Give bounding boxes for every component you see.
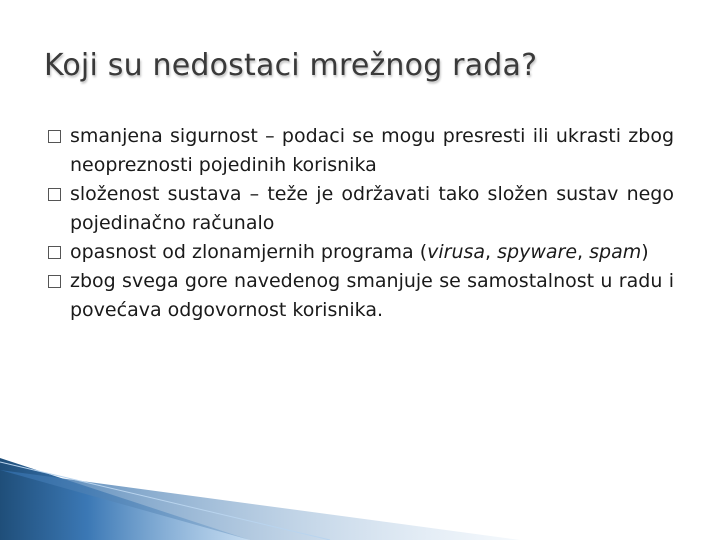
slide-title: Koji su nedostaci mrežnog rada? [44, 48, 538, 83]
bullet-text-italic: virusa [427, 241, 486, 263]
bullet-text: ) [641, 241, 649, 263]
bullet-text-italic: spam [589, 241, 642, 263]
bullet-text: zbog svega gore navedenog smanjuje se samostalnost u radu i povećava odgovornost korisnika. [70, 270, 674, 321]
bullet-text: složenost sustava – teže je održavati tako složen sustav nego pojedinačno računalo [70, 183, 674, 234]
bullet-text: , [577, 241, 590, 263]
bullet-text: opasnost od zlonamjernih programa ( [70, 241, 428, 263]
bullet-text: , [485, 241, 498, 263]
bullet-text-italic: spyware [497, 241, 578, 263]
bullet-text: smanjena sigurnost – podaci se mogu presresti ili ukrasti zbog neopreznosti pojedinih korisnika [70, 125, 674, 176]
